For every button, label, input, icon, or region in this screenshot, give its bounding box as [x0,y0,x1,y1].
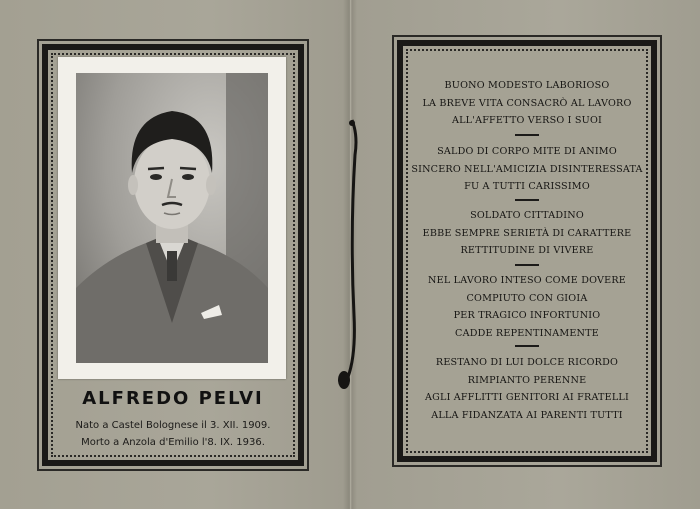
stanza-divider [515,199,539,201]
epitaph-line: AGLI AFFLITTI GENITORI AI FRATELLI [425,392,629,403]
epitaph-line: CADDE REPENTINAMENTE [455,327,599,339]
epitaph-stanza-1 [408,77,646,130]
epitaph-line: RIMPIANTO PERENNE [467,374,587,386]
birth-info: Nato a Castel Bolognese il 3. XII. 1909. [75,420,271,431]
epitaph-line: SINCERO NELL'AMICIZIA DISINTERESSATA [411,163,643,175]
epitaph-line: LA BREVE VITA CONSACRÒ AL LAVORO [422,97,632,109]
stanza-divider [515,345,539,347]
portrait-photo [76,73,268,363]
epitaph-line: COMPIUTO CON GIOIA [466,292,588,304]
death-info: Morto a Anzola d'Emilio l'8. IX. 1936. [81,437,265,448]
stanza-divider [515,134,539,136]
epitaph-stanza-5 [408,354,646,424]
epitaph-line: RETTITUDINE DI VIVERE [460,245,594,256]
epitaph-line: FU A TUTTI CARISSIMO [464,181,590,192]
epitaph-line: EBBE SEMPRE SERIETÀ DI CARATTERE [422,227,632,239]
portrait-figure [76,73,268,363]
epitaph-line: BUONO MODESTO LABORIOSO [444,80,610,91]
epitaph-stanza-2 [408,143,646,196]
deceased-name: ALFREDO PELVI [82,388,264,409]
epitaph-line: RESTANO DI LUI DOLCE RICORDO [435,357,619,368]
epitaph-line: PER TRAGICO INFORTUNIO [453,310,601,321]
epitaph-line: ALL'AFFETTO VERSO I SUOI [451,115,603,126]
epitaph-stanza-4 [408,272,646,342]
epitaph-line: SOLDATO CITTADINO [470,210,584,221]
epitaph-line: NEL LAVORO INTESO COME DOVERE [428,275,626,286]
stanza-divider [515,264,539,266]
binding-cord [330,115,370,405]
epitaph-line: SALDO DI CORPO MITE DI ANIMO [437,146,617,157]
epitaph-line: ALLA FIDANZATA AI PARENTI TUTTI [431,409,623,421]
epitaph-stanza-3 [408,207,646,260]
